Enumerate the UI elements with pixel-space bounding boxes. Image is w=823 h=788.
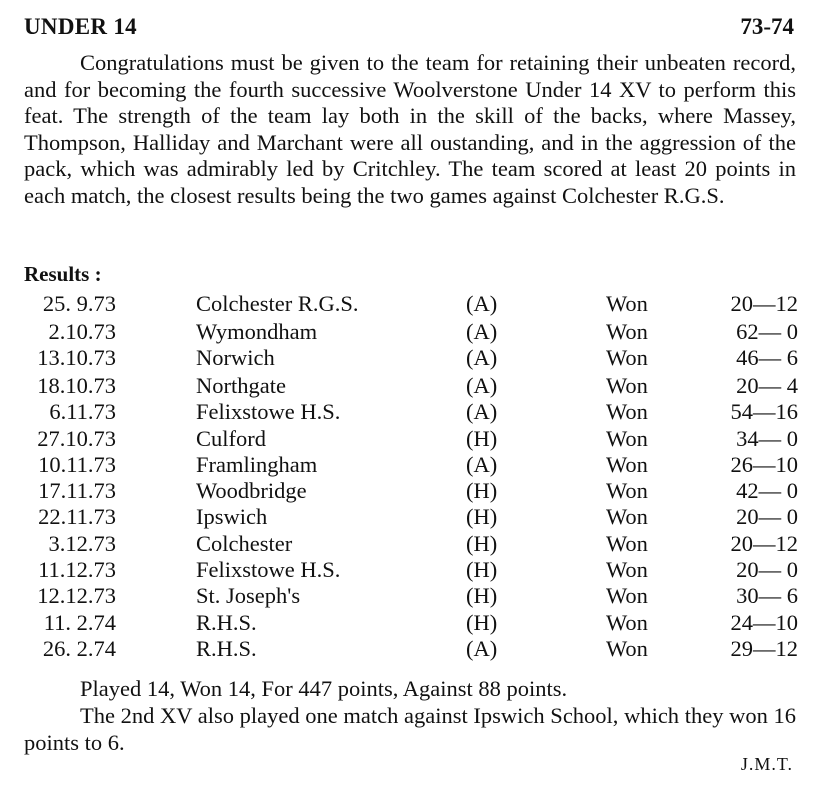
table-row <box>0 531 823 557</box>
score: 20— 0 <box>736 504 798 529</box>
venue: (H) <box>466 583 498 608</box>
opponent: Woodbridge <box>196 478 307 503</box>
opponent: Northgate <box>196 373 286 398</box>
opponent: R.H.S. <box>196 636 257 661</box>
opponent: Ipswich <box>196 504 268 529</box>
result: Won <box>606 426 648 451</box>
result: Won <box>606 319 648 344</box>
result: Won <box>606 291 648 316</box>
venue: (A) <box>466 319 498 344</box>
match-date: 26. 2.74 <box>42 636 116 661</box>
opponent: Colchester R.G.S. <box>196 291 359 316</box>
intro-paragraph: Congratulations must be given to the team for retaining their unbeaten record, and for becoming the fourth successive Woolverstone Under 14 XV to perform this feat. The strength of the team lay both in the skill of the backs, where Massey, Thompson, Halliday and Marchant were all oustanding, and in the aggression of the pack, which was admirably led by Critchley. The team scored at least 20 points in each match, the closest results being the two games against Colchester R.G.S. <box>24 50 796 208</box>
opponent: Framlingham <box>196 452 318 477</box>
venue: (A) <box>466 291 498 316</box>
table-row <box>0 636 823 662</box>
table-row <box>0 557 823 583</box>
venue: (A) <box>466 452 498 477</box>
match-date: 25. 9.73 <box>42 291 116 316</box>
score: 29—12 <box>730 636 798 661</box>
match-date: 12.12.73 <box>37 583 116 608</box>
match-date: 27.10.73 <box>37 426 116 451</box>
match-date: 11.12.73 <box>38 557 116 582</box>
venue: (H) <box>466 426 498 451</box>
second-xv-note: The 2nd XV also played one match against Ipswich School, which they won 16 points to 6. <box>24 703 796 755</box>
venue: (A) <box>466 373 498 398</box>
score: 30— 6 <box>736 583 798 608</box>
result: Won <box>606 478 648 503</box>
score: 20—12 <box>730 531 798 556</box>
table-row <box>0 610 823 636</box>
match-date: 17.11.73 <box>38 478 116 503</box>
score: 26—10 <box>730 452 798 477</box>
table-row <box>0 399 823 425</box>
venue: (A) <box>466 345 498 370</box>
venue: (H) <box>466 504 498 529</box>
match-date: 11. 2.74 <box>43 610 116 635</box>
opponent: Culford <box>196 426 266 451</box>
match-date: 3.12.73 <box>48 531 116 556</box>
match-date: 10.11.73 <box>38 452 116 477</box>
match-date: 6.11.73 <box>49 399 116 424</box>
result: Won <box>606 531 648 556</box>
table-row <box>0 291 823 317</box>
venue: (A) <box>466 636 498 661</box>
result: Won <box>606 399 648 424</box>
opponent: Colchester <box>196 531 293 556</box>
opponent: Felixstowe H.S. <box>196 557 341 582</box>
season-label: 73-74 <box>740 14 794 39</box>
author-initials: J.M.T. <box>740 754 793 774</box>
table-row <box>0 478 823 504</box>
page-title: UNDER 14 <box>24 14 137 39</box>
venue: (A) <box>466 399 498 424</box>
score: 34— 0 <box>736 426 798 451</box>
opponent: Wymondham <box>196 319 318 344</box>
score: 62— 0 <box>736 319 798 344</box>
table-row <box>0 373 823 399</box>
match-date: 13.10.73 <box>37 345 116 370</box>
match-date: 18.10.73 <box>37 373 116 398</box>
opponent: St. Joseph's <box>196 583 301 608</box>
venue: (H) <box>466 531 498 556</box>
venue: (H) <box>466 557 498 582</box>
season-summary: Played 14, Won 14, For 447 points, Against 88 points. <box>80 676 568 701</box>
score: 42— 0 <box>736 478 798 503</box>
table-row <box>0 426 823 452</box>
venue: (H) <box>466 478 498 503</box>
score: 46— 6 <box>736 345 798 370</box>
result: Won <box>606 373 648 398</box>
result: Won <box>606 636 648 661</box>
result: Won <box>606 610 648 635</box>
table-row <box>0 583 823 609</box>
result: Won <box>606 583 648 608</box>
opponent: R.H.S. <box>196 610 257 635</box>
match-date: 22.11.73 <box>38 504 116 529</box>
table-row <box>0 452 823 478</box>
score: 54—16 <box>730 399 798 424</box>
table-row <box>0 504 823 530</box>
score: 24—10 <box>730 610 798 635</box>
header <box>24 14 794 48</box>
score: 20— 0 <box>736 557 798 582</box>
result: Won <box>606 557 648 582</box>
venue: (H) <box>466 610 498 635</box>
table-row <box>0 319 823 345</box>
match-date: 2.10.73 <box>48 319 116 344</box>
score: 20— 4 <box>736 373 798 398</box>
table-row <box>0 345 823 371</box>
result: Won <box>606 345 648 370</box>
result: Won <box>606 452 648 477</box>
result: Won <box>606 504 648 529</box>
opponent: Norwich <box>196 345 275 370</box>
results-heading: Results : <box>24 262 102 286</box>
opponent: Felixstowe H.S. <box>196 399 341 424</box>
score: 20—12 <box>730 291 798 316</box>
